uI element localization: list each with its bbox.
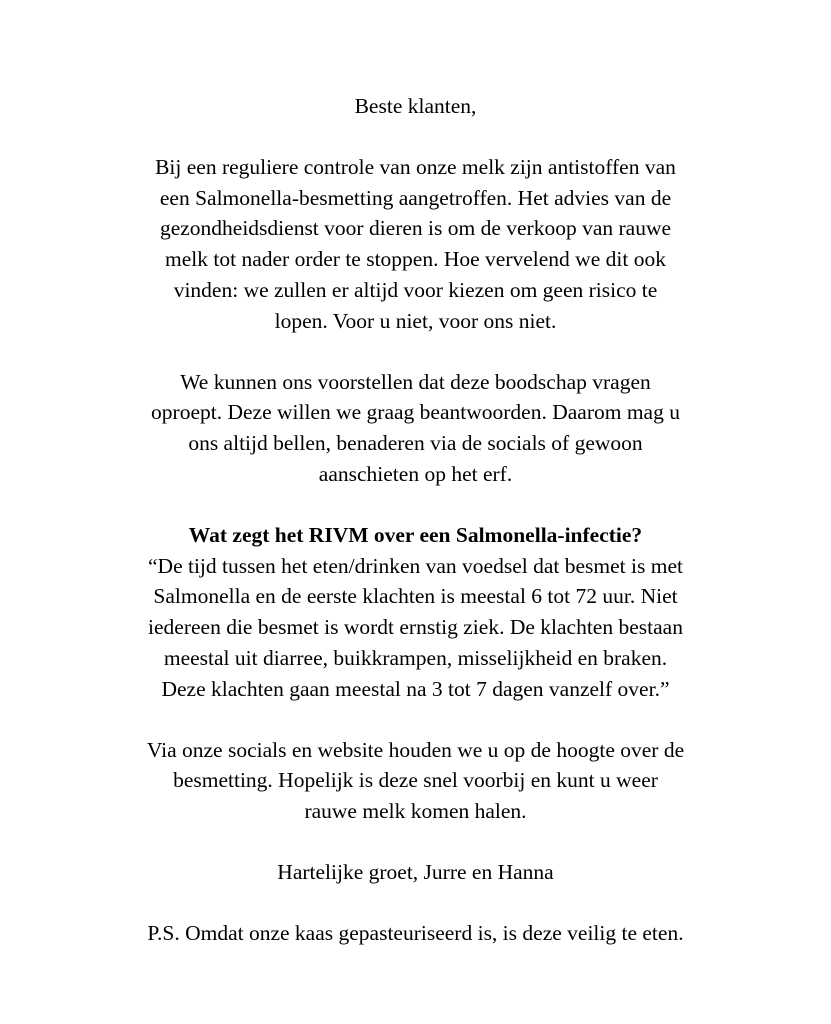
paragraph-test-result: Bij een reguliere controle van onze melk zijn antistoffen van een Salmonella-besmetting aangetroffen. Het advies van de gezondheidsdienst voor dieren is om de verkoop van rauwe melk tot nader order te stoppen. Hoe vervelend we dit ook vinden: we zullen er altijd voor kiezen om geen risico te lopen. Voor u niet, voor ons niet. xyxy=(155,154,676,333)
rivm-quote: “De tijd tussen het eten/drinken van voedsel dat besmet is met Salmonella en de eerste klachten is meestal 6 tot 72 uur. Niet iedereen die besmet is wordt ernstig ziek. De klachten bestaan meestal uit diarree, buikkrampen, misselijkheid en braken. Deze klachten gaan meestal na 3 tot 7 dagen vanzelf over.” xyxy=(148,553,683,701)
rivm-heading: Wat zegt het RIVM over een Salmonella-infectie? xyxy=(188,522,643,547)
signoff: Hartelijke groet, Jurre en Hanna xyxy=(277,859,554,884)
paragraph-questions: We kunnen ons voorstellen dat deze boodschap vragen oproept. Deze willen we graag beantwoorden. Daarom mag u ons altijd bellen, benaderen via de socials of gewoon aanschieten op het erf. xyxy=(151,369,680,486)
letter-body xyxy=(70,91,761,949)
greeting: Beste klanten, xyxy=(354,94,477,118)
paragraph-updates: Via onze socials en website houden we u op de hoogte over de besmetting. Hopelijk is deze snel voorbij en kunt u weer rauwe melk komen halen. xyxy=(146,737,685,824)
postscript: P.S. Omdat onze kaas gepasteuriseerd is, is deze veilig te eten. xyxy=(147,920,684,945)
